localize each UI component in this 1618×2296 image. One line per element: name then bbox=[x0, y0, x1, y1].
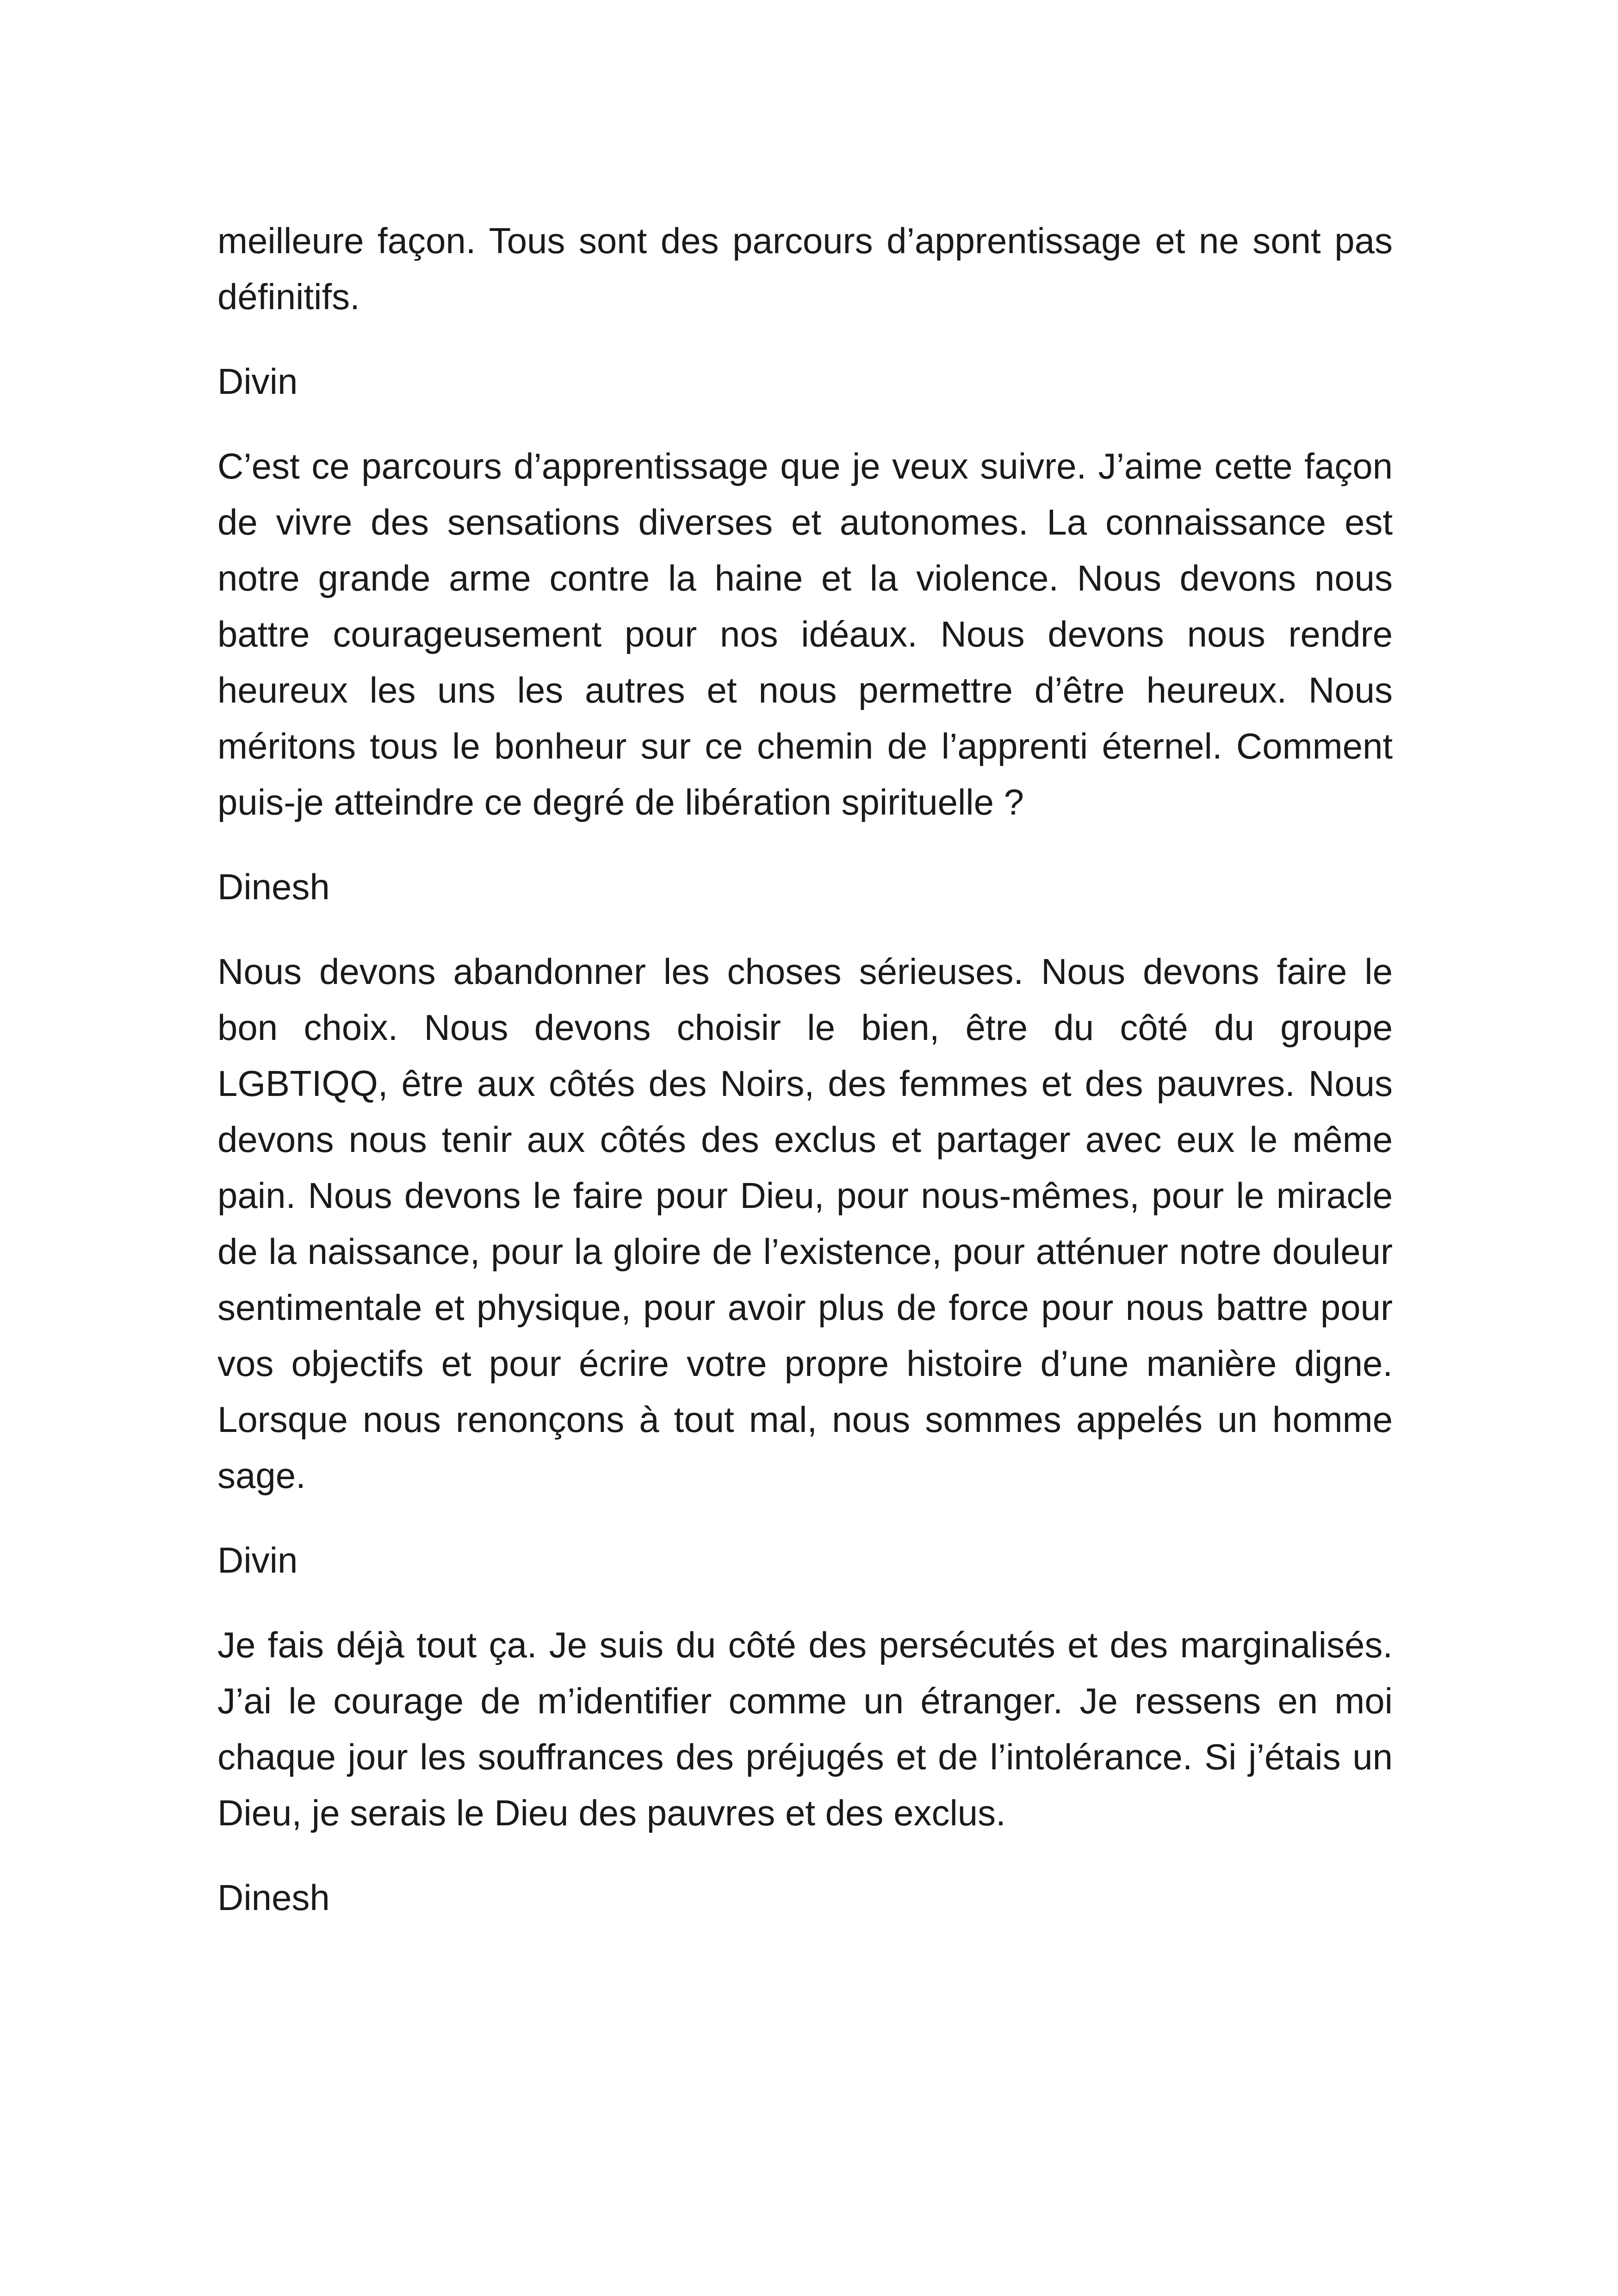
speaker-dinesh: Dinesh bbox=[217, 866, 330, 907]
speaker-divin: Divin bbox=[217, 361, 298, 402]
speaker-dinesh: Dinesh bbox=[217, 1877, 330, 1918]
paragraph-divin-2: Je fais déjà tout ça. Je suis du côté des persécutés et des marginalisés. J’ai le courage de m’identifier comme un étranger. Je ressens en moi chaque jour les souffrances des préjugés et de l’intolérance. Si j’étais un Dieu, je serais le Dieu des pauvres et des exclus. bbox=[217, 1624, 1393, 1833]
paragraph-divin-1: C’est ce parcours d’apprentissage que je veux suivre. J’aime cette façon de vivre des sensations diverses et autonomes. La connaissance est notre grande arme contre la haine et la violence. Nous devons nous battre courageusement pour nos idéaux. Nous devons nous rendre heureux les uns les autres et nous permettre d’être heureux. Nous méritons tous le bonheur sur ce chemin de l’apprenti éternel. Comment puis-je atteindre ce degré de libération spirituelle ? bbox=[217, 446, 1393, 822]
text-column bbox=[217, 213, 1393, 1954]
paragraph-continuation: meilleure façon. Tous sont des parcours d’apprentissage et ne sont pas définitifs. bbox=[217, 220, 1393, 317]
speaker-divin: Divin bbox=[217, 1540, 298, 1580]
paragraph-dinesh-1: Nous devons abandonner les choses sérieuses. Nous devons faire le bon choix. Nous devons choisir le bien, être du côté du groupe LGBTIQQ, être aux côtés des Noirs, des femmes et des pauvres. Nous devons nous tenir aux côtés des exclus et partager avec eux le même pain. Nous devons le faire pour Dieu, pour nous-mêmes, pour le miracle de la naissance, pour la gloire de l’existence, pour atténuer notre douleur sentimentale et physique, pour avoir plus de force pour nous battre pour vos objectifs et pour écrire votre propre histoire d’une manière digne. Lorsque nous renonçons à tout mal, nous sommes appelés un homme sage. bbox=[217, 951, 1393, 1496]
